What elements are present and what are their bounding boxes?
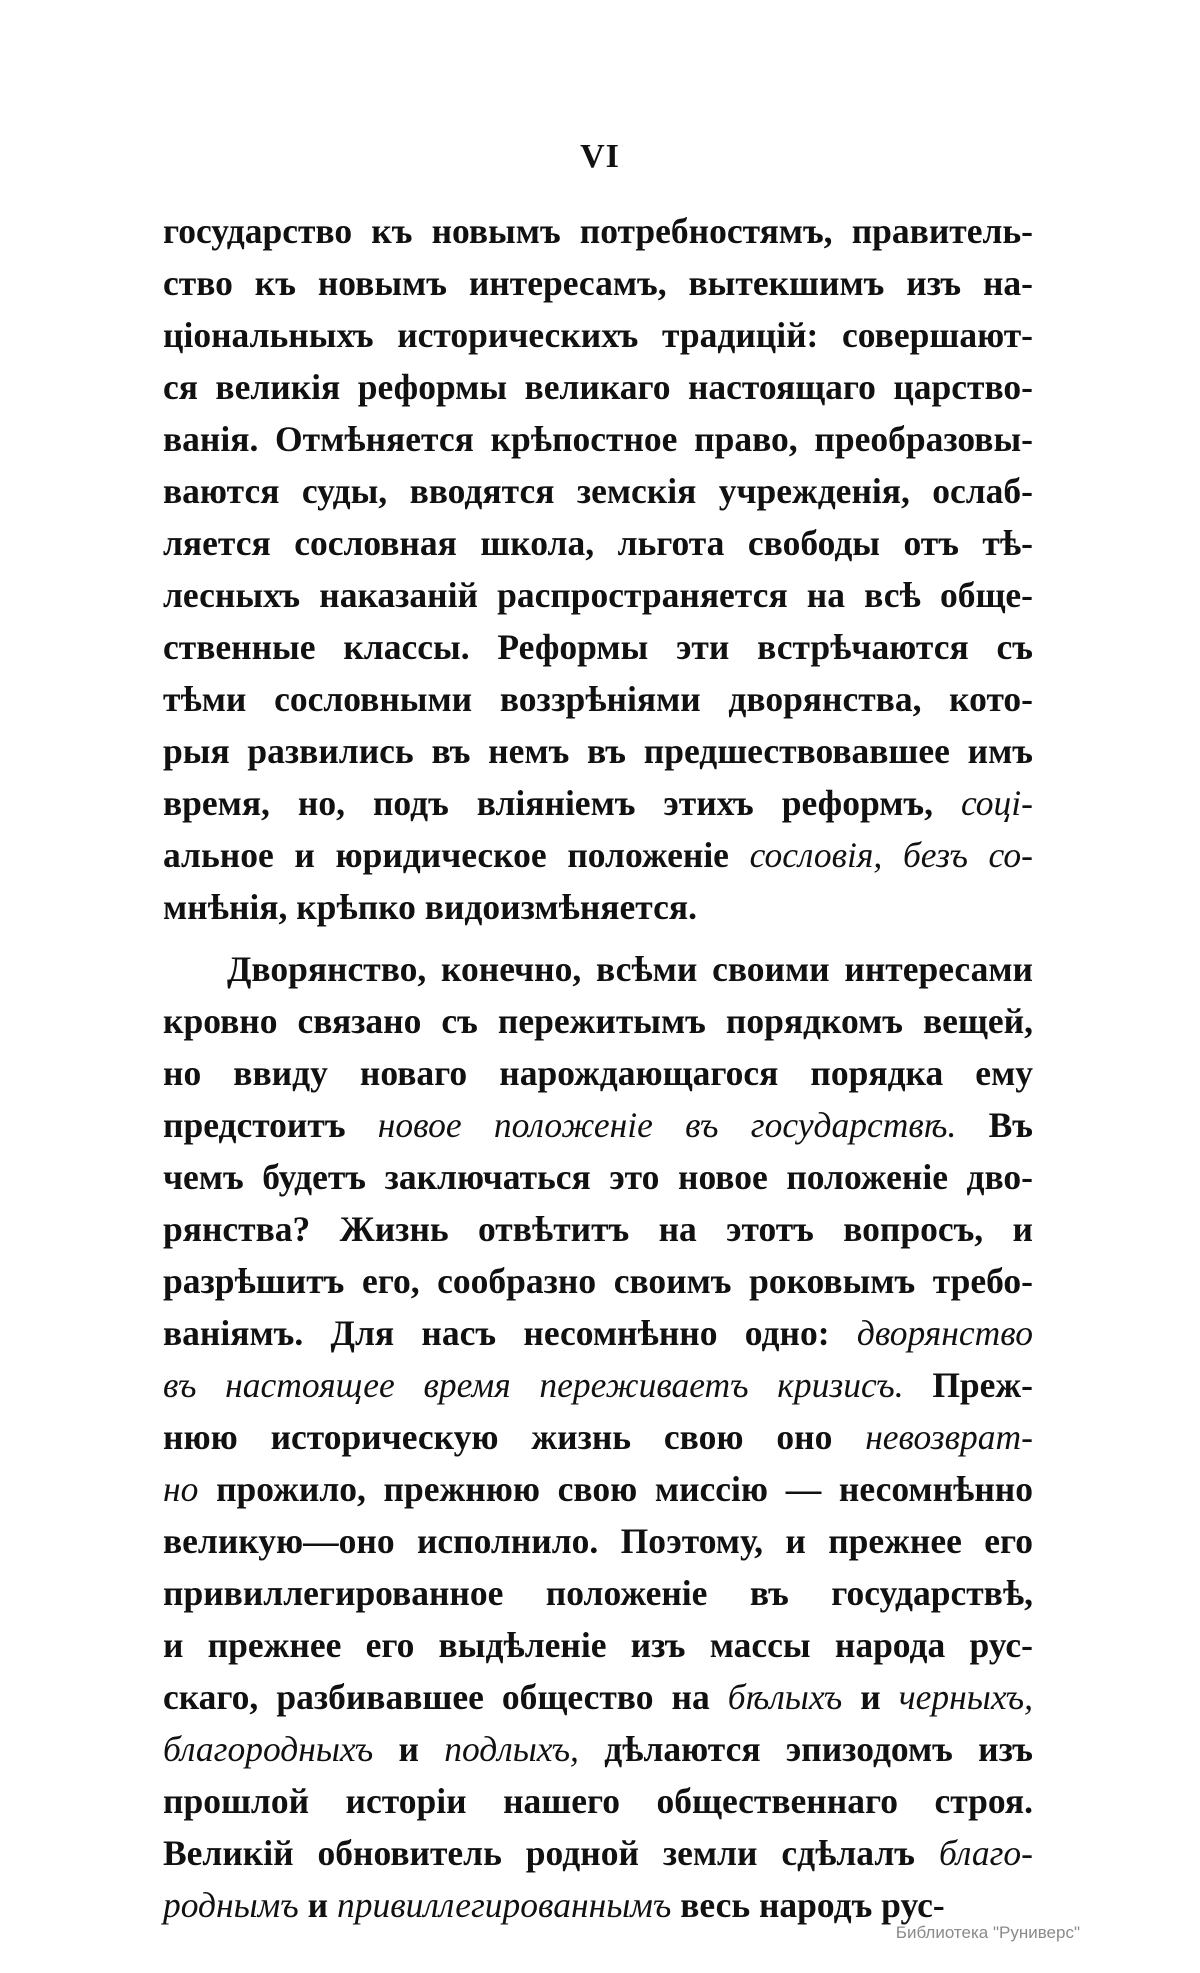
text-line [163, 1203, 1033, 1255]
italic-text: новое положеніе въ государствѣ. [377, 1105, 957, 1145]
text-line [163, 829, 1033, 881]
text-line [163, 1723, 1033, 1775]
line-text: но ввиду новаго нарождающагося порядка ему [163, 1053, 1033, 1093]
line-text: нюю историческую жизнь свою оно [163, 1417, 866, 1457]
line-text: Въ [956, 1105, 1033, 1145]
line-text: скаго, разбивавшее общество на [163, 1677, 728, 1717]
line-text: альное и юридическое положеніе [163, 835, 729, 875]
library-watermark: Библиотека "Руниверс" [895, 1923, 1080, 1942]
line-text: кровно связано съ пережитымъ порядкомъ вещей, [163, 1001, 1033, 1041]
text-line [163, 1047, 1033, 1099]
line-text: весь народъ рус- [671, 1885, 945, 1925]
paragraph-gap [163, 933, 1033, 943]
line-text: прожило, прежнюю свою миссію — несомнѣнно [198, 1469, 1033, 1509]
italic-text: подлыхъ, [444, 1729, 579, 1769]
text-line [163, 995, 1033, 1047]
line-text: рянства? Жизнь отвѣтитъ на этотъ вопросъ, и [163, 1209, 1033, 1249]
text-line [163, 569, 1033, 621]
line-text: и [373, 1729, 445, 1769]
line-text: Дворянство, конечно, всѣми своими интересами [227, 949, 1033, 989]
line-text: прошлой исторіи нашего общественнаго строя. [163, 1781, 1033, 1821]
italic-text: невозврат- [865, 1417, 1033, 1457]
text-line [163, 517, 1033, 569]
text-line [163, 413, 1033, 465]
italic-text: въ настоящее время переживаетъ кризисъ. [163, 1365, 904, 1405]
text-line [163, 673, 1033, 725]
text-line [163, 205, 1033, 257]
line-text: предстоитъ [163, 1105, 378, 1145]
text-line [163, 1359, 1033, 1411]
italic-text: дворянство [856, 1313, 1033, 1353]
text-line [163, 1775, 1033, 1827]
line-text: привиллегированное положеніе въ государствѣ, [163, 1573, 1033, 1613]
line-text: ванія. Отмѣняется крѣпостное право, преобразовы- [163, 419, 1033, 459]
text-line [163, 1307, 1033, 1359]
text-line [163, 1827, 1033, 1879]
text-line [163, 465, 1033, 517]
text-line [163, 361, 1033, 413]
line-text: ціональныхъ историческихъ традицій: совершают- [163, 315, 1033, 355]
text-line [163, 777, 1033, 829]
italic-text: привиллегированнымъ [336, 1885, 672, 1925]
italic-text: черныхъ, [898, 1677, 1033, 1717]
line-text: Великій обновитель родной земли сдѣлалъ [163, 1833, 939, 1873]
text-line [163, 1619, 1033, 1671]
italic-text: бѣлыхъ [727, 1677, 843, 1717]
line-text: время, но, подъ вліяніемъ этихъ реформъ, [163, 783, 961, 823]
italic-text: благородныхъ [163, 1729, 374, 1769]
line-text: и [298, 1885, 337, 1925]
line-text: государство къ новымъ потребностямъ, правитель- [163, 211, 1033, 251]
text-line [163, 1671, 1033, 1723]
line-text: мнѣнія, крѣпко видоизмѣняется. [163, 887, 697, 927]
line-text: великую—оно исполнило. Поэтому, и прежнее его [163, 1521, 1033, 1561]
line-text: дѣлаются эпизодомъ изъ [578, 1729, 1033, 1769]
line-text: разрѣшитъ его, сообразно своимъ роковымъ требо- [163, 1261, 1033, 1301]
italic-text: но [163, 1469, 199, 1509]
italic-text: сословія, безъ со- [728, 835, 1033, 875]
paragraph [163, 205, 1033, 933]
line-text: ваніямъ. Для насъ несомнѣнно одно: [163, 1313, 857, 1353]
line-text: чемъ будетъ заключаться это новое положеніе дво- [163, 1157, 1033, 1197]
body-text [163, 205, 1033, 1931]
italic-text: роднымъ [163, 1885, 299, 1925]
text-line [163, 257, 1033, 309]
line-text: рыя развились въ немъ въ предшествовавшее имъ [163, 731, 1033, 771]
italic-text: благо- [938, 1833, 1033, 1873]
text-line [163, 881, 1033, 933]
line-text: ство къ новымъ интересамъ, вытекшимъ изъ на- [163, 263, 1033, 303]
line-text: ляется сословная школа, льгота свободы отъ тѣ- [163, 523, 1033, 563]
text-line [163, 621, 1033, 673]
text-line [163, 1515, 1033, 1567]
line-text: лесныхъ наказаній распространяется на всѣ обще- [163, 575, 1033, 615]
text-line [163, 1255, 1033, 1307]
text-line [163, 1567, 1033, 1619]
page-number: VI [580, 138, 620, 175]
paragraph [163, 943, 1033, 1931]
text-line [163, 1463, 1033, 1515]
italic-text: соці- [960, 783, 1033, 823]
text-line [163, 725, 1033, 777]
line-text: и прежнее его выдѣленіе изъ массы народа рус- [163, 1625, 1033, 1665]
line-text: ся великія реформы великаго настоящаго царство- [163, 367, 1033, 407]
text-line [163, 309, 1033, 361]
line-text: Преж- [903, 1365, 1033, 1405]
text-line [163, 1151, 1033, 1203]
line-text: и [842, 1677, 899, 1717]
line-text: ваются суды, вводятся земскія учрежденія, ослаб- [163, 471, 1033, 511]
text-line [163, 1099, 1033, 1151]
line-text: ственные классы. Реформы эти встрѣчаются съ [163, 627, 1033, 667]
text-line [163, 943, 1033, 995]
text-line [163, 1411, 1033, 1463]
line-text: тѣми сословными воззрѣніями дворянства, кото- [163, 679, 1033, 719]
